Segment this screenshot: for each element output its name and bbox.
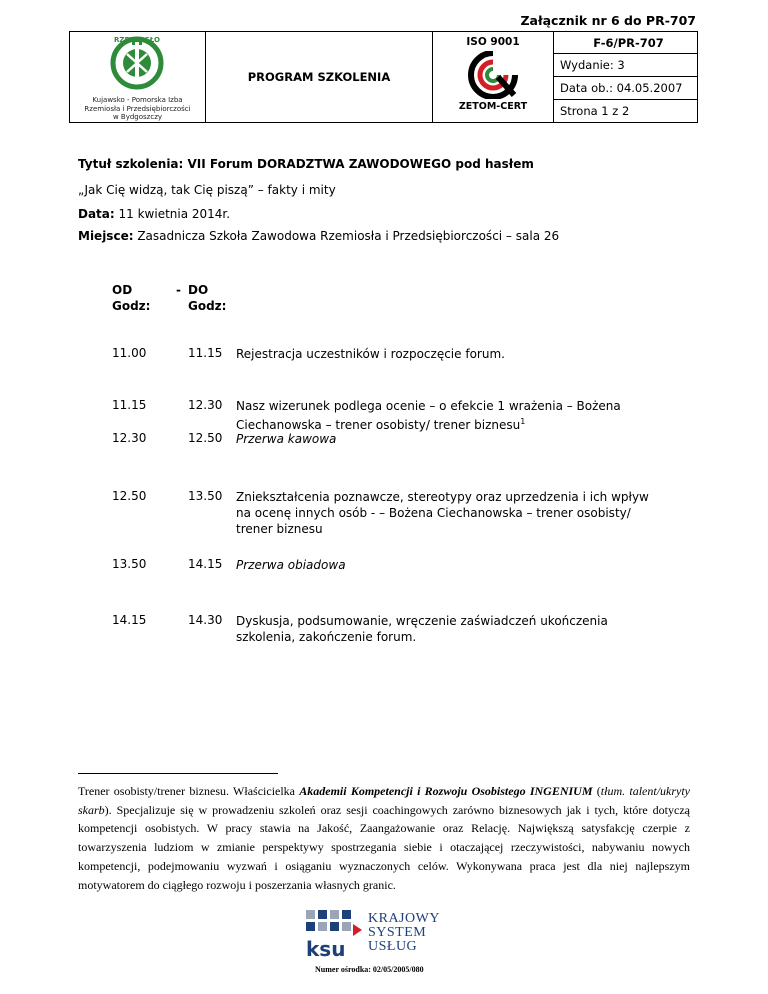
time-to: 14.30: [188, 613, 223, 627]
logo-lettering: RZEMIOSŁO: [113, 36, 161, 44]
footnote-text: ). Specjalizuje się w prowadzeniu szkoleń oraz sesji coachingowych zarówno biznesowych jak i tych, które dotyczą kompetencji osobistych. W pracy stawia na Jakość, Zaangażowanie oraz Relację. Największą satysfakcję czerpie z towarzyszenia ludziom w zmianie perspektywy spostrzegania siebie i otaczającej rzeczywistości, nabywaniu nowych kompetencji, podejmowaniu wyzwań i osiąganiu wyznaczonych celów. Wykonywana praca jest dla niej najlepszym motywatorem do ciągłego rozwoju i poszerzania własnych granic.: [78, 802, 690, 892]
page-number: Strona 1 z 2: [554, 100, 698, 123]
form-code: F-6/PR-707: [554, 32, 698, 54]
activity-desc: [236, 398, 626, 433]
training-title: Tytuł szkolenia: VII Forum DORADZTWA ZAWODOWEGO pod hasłem: [78, 157, 534, 171]
revision-date: Data ob.: 04.05.2007: [554, 77, 698, 100]
training-date: [78, 206, 230, 222]
ksu-name: [368, 912, 440, 954]
edition: Wydanie: 3: [554, 54, 698, 77]
center-number: Numer ośrodka: 02/05/2005/080: [315, 965, 424, 974]
document-header: [69, 31, 698, 123]
org-name: [70, 96, 205, 122]
time-to: 12.50: [188, 431, 223, 445]
to-header-line: Godz:: [188, 299, 227, 313]
time-to: 11.15: [188, 346, 223, 360]
ksu-line: KRAJOWY: [368, 911, 440, 926]
time-from: 11.15: [112, 398, 147, 412]
activity-text: Nasz wizerunek podlega ocenie – o efekcie 1 wrażenia – Bożena Ciechanowska – trener osobisty/ trener biznesu: [236, 399, 621, 432]
program-title: PROGRAM SZKOLENIA: [206, 32, 433, 123]
from-header-line: OD: [112, 283, 133, 297]
to-header: [188, 282, 226, 314]
org-line: w Bydgoszczy: [112, 113, 163, 121]
iso-label: ISO 9001: [466, 36, 520, 48]
translation-note: tłum. talent/ukryty skarb: [78, 784, 691, 817]
ksu-logo-mark: [306, 910, 364, 958]
activity-desc: Przerwa kawowa: [236, 432, 337, 446]
academy-name: Akademii Kompetencji i Rozwoju Osobistego INGENIUM: [299, 784, 593, 798]
time-to: 13.50: [188, 489, 223, 503]
time-from: 12.30: [112, 431, 147, 445]
time-from: 11.00: [112, 346, 147, 360]
iso-cell: [433, 32, 554, 123]
activity-desc: Zniekształcenia poznawcze, stereotypy oraz uprzedzenia i ich wpływ na ocenę innych osób - – Bożena Ciechanowska – trener osobisty/ trener biznesu: [236, 490, 649, 536]
footnote-separator: [78, 773, 278, 774]
place-label: Miejsce:: [78, 229, 134, 243]
time-from: 12.50: [112, 489, 147, 503]
training-place: [78, 228, 559, 244]
org-line: Rzemiosła i Przedsiębiorczości: [84, 104, 191, 113]
date-value: 11 kwietnia 2014r.: [114, 207, 231, 221]
logo-cell: [70, 32, 206, 123]
cert-label: ZETOM-CERT: [458, 101, 528, 112]
time-from: 14.15: [112, 613, 147, 627]
header-dash: -: [176, 283, 181, 297]
ksu-short: ksu: [306, 937, 346, 958]
footnote-text: Trener osobisty/trener biznesu. Właścicielka: [78, 784, 300, 798]
footnote-ref: 1: [520, 417, 526, 426]
activity-desc: Przerwa obiadowa: [236, 558, 346, 572]
org-line: Kujawsko - Pomorska Izba: [92, 96, 183, 104]
activity-desc: Dyskusja, podsumowanie, wręczenie zaświadczeń ukończenia szkolenia, zakończenie forum.: [236, 614, 608, 644]
ksu-line: USŁUG: [368, 939, 418, 954]
from-header: [112, 282, 150, 314]
time-to: 14.15: [188, 557, 223, 571]
annex-label: Załącznik nr 6 do PR-707: [520, 13, 696, 28]
training-subtitle: „Jak Cię widzą, tak Cię piszą” – fakty i mity: [78, 183, 336, 197]
time-from: 13.50: [112, 557, 147, 571]
time-to: 12.30: [188, 398, 223, 412]
from-header-line: Godz:: [112, 299, 151, 313]
to-header-line: DO: [188, 283, 209, 297]
activity-desc: Rejestracja uczestników i rozpoczęcie forum.: [236, 347, 505, 361]
zetom-cert-logo: [468, 51, 518, 99]
footnote-text: (: [592, 784, 601, 798]
date-label: Data:: [78, 207, 115, 221]
ksu-line: SYSTEM: [368, 925, 427, 940]
footnote: [78, 782, 690, 894]
place-value: Zasadnicza Szkoła Zawodowa Rzemiosła i Przedsiębiorczości – sala 26: [133, 229, 560, 243]
